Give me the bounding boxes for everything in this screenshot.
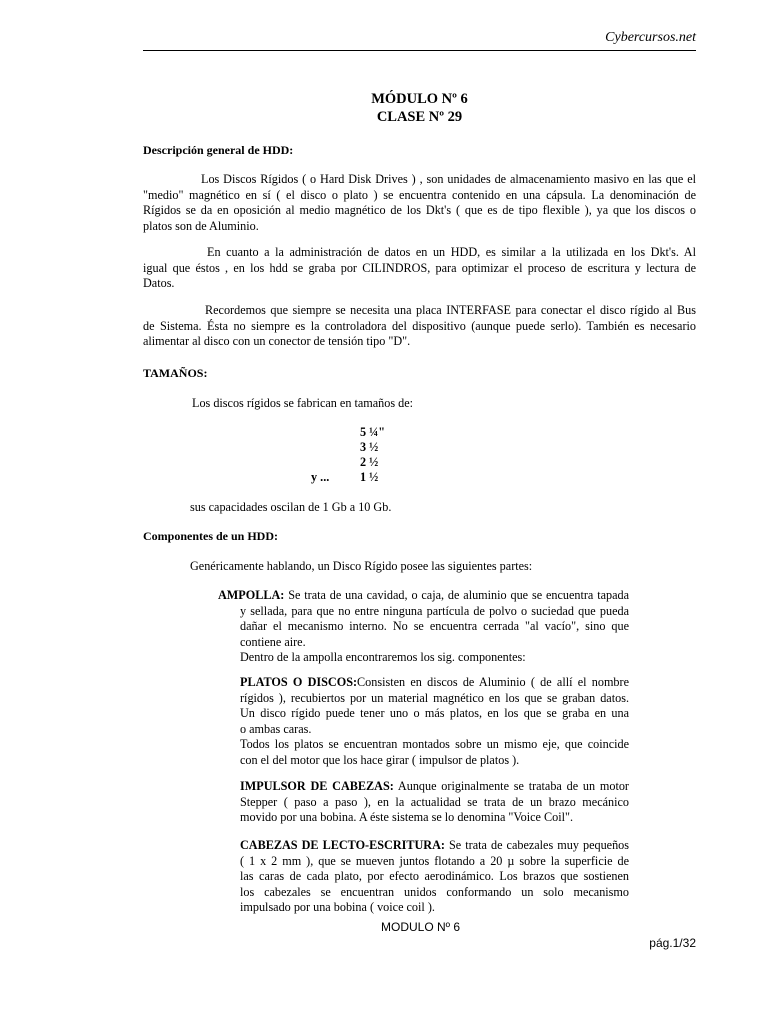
platos-line: Todos los platos se encuentran montados sobre un mismo eje, que coincide bbox=[240, 737, 629, 752]
ampolla-line: contiene aire. bbox=[240, 634, 306, 649]
heading-descripcion: Descripción general de HDD: bbox=[143, 143, 294, 157]
cabezas-line: ( 1 x 2 mm ), que se mueven juntos flotando a 20 µ sobre la superficie de bbox=[240, 853, 629, 868]
platos-text: Consisten en discos de Aluminio ( de allí el nombre bbox=[357, 675, 629, 689]
size-item: 1 ½ bbox=[360, 470, 379, 484]
size-item: 2 ½ bbox=[360, 455, 379, 469]
ampolla-label: AMPOLLA: bbox=[218, 588, 285, 602]
p1-line: "medio" magnético en sí ( el disco o plato ) se encuentra contenido en una cápsula. La denominación de bbox=[143, 187, 696, 202]
p3-line: de Sistema. Ésta no siempre es la controladora del dispositivo (aunque puede serlo). También es necesario bbox=[143, 318, 696, 333]
p3-line: Recordemos que siempre se necesita una placa INTERFASE para conectar el disco rígido al Bus bbox=[205, 303, 696, 317]
component-impulsor bbox=[240, 779, 629, 826]
heading-tamanos: TAMAÑOS: bbox=[143, 366, 208, 380]
impulsor-line: Stepper ( paso a paso ), en la actualidad se trata de un brazo mecánico bbox=[240, 794, 629, 809]
cabezas-line bbox=[240, 838, 629, 854]
platos-line: Un disco rígido puede tener uno o más platos, en los que se graba en una bbox=[240, 706, 629, 721]
cabezas-line: las caras de cada plato, por efecto aerodinámico. Los brazos que sostienen bbox=[240, 869, 629, 884]
p2-line: igual que éstos , en los hdd se graba por CILINDROS, para optimizar el proceso de escritura y lectura de bbox=[143, 260, 696, 275]
impulsor-label: IMPULSOR DE CABEZAS: bbox=[240, 779, 394, 793]
ampolla-text: Se trata de una cavidad, o caja, de aluminio que se encuentra tapada bbox=[288, 588, 629, 602]
cabezas-text: Se trata de cabezales muy pequeños bbox=[449, 838, 630, 852]
platos-label: PLATOS O DISCOS: bbox=[240, 675, 358, 689]
page-number: pág.1/32 bbox=[649, 936, 696, 950]
footer-module: MODULO Nº 6 bbox=[381, 920, 461, 934]
paragraph-3 bbox=[143, 303, 696, 350]
ampolla-line: dañar el mecanismo interno. No se encuentra cerrada "al vacío", sino que bbox=[240, 619, 629, 634]
component-ampolla bbox=[218, 588, 629, 666]
class-title: CLASE Nº 29 bbox=[376, 109, 463, 125]
p2-line: Datos. bbox=[143, 276, 175, 291]
sizes-intro: Los discos rígidos se fabrican en tamaños de: bbox=[192, 396, 414, 410]
impulsor-line: movido por una bobina. A éste sistema se lo denomina "Voice Coil". bbox=[240, 810, 573, 825]
p1-line: platos son de Aluminio. bbox=[143, 218, 259, 233]
cabezas-label: CABEZAS DE LECTO-ESCRITURA: bbox=[240, 838, 445, 852]
components-intro: Genéricamente hablando, un Disco Rígido posee las siguientes partes: bbox=[190, 559, 533, 573]
component-platos bbox=[240, 675, 629, 769]
site-header: Cybercursos.net bbox=[605, 30, 696, 45]
capacity-text: sus capacidades oscilan de 1 Gb a 10 Gb. bbox=[190, 500, 392, 514]
paragraph-1 bbox=[143, 172, 696, 234]
module-title: MÓDULO Nº 6 bbox=[371, 91, 468, 107]
ampolla-line: y sellada, para que no entre ninguna partícula de polvo o suciedad que pueda bbox=[240, 603, 629, 618]
p1-line: Rígidos se da en oposición al medio magnético de los Dkt's ( que es de tipo flexible ), ya que los discos o bbox=[143, 203, 696, 218]
component-cabezas bbox=[240, 838, 629, 916]
cabezas-line: impulsado por una bobina ( voice coil ). bbox=[240, 900, 435, 915]
size-item: 3 ½ bbox=[360, 440, 379, 454]
paragraph-2 bbox=[143, 245, 696, 292]
platos-line: rígidos ), recubiertos por un material magnético en los que se graban datos. bbox=[240, 690, 629, 705]
heading-componentes: Componentes de un HDD: bbox=[143, 529, 279, 543]
cabezas-line: los cabezales se encuentran unidos conformando un solo mecanismo bbox=[240, 884, 629, 899]
p2-line: En cuanto a la administración de datos en un HDD, es similar a la utilizada en los Dkt's. Al bbox=[207, 245, 696, 259]
platos-line bbox=[240, 675, 629, 691]
p3-line: alimentar al disco con un conector de tensión tipo "D". bbox=[143, 334, 411, 349]
platos-line: o ambas caras. bbox=[240, 721, 312, 736]
impulsor-line bbox=[240, 779, 629, 795]
platos-line: con el del motor que los hace girar ( impulsor de platos ). bbox=[240, 752, 520, 767]
impulsor-text: Aunque originalmente se trataba de un motor bbox=[397, 779, 629, 793]
size-y-prefix: y ... bbox=[311, 470, 330, 484]
ampolla-line bbox=[218, 588, 629, 604]
header-rule bbox=[143, 50, 696, 51]
ampolla-line: Dentro de la ampolla encontraremos los sig. componentes: bbox=[240, 650, 526, 665]
p1-line: Los Discos Rígidos ( o Hard Disk Drives ) , son unidades de almacenamiento masivo en las que el bbox=[201, 172, 696, 186]
size-item: 5 ¼" bbox=[360, 425, 386, 439]
